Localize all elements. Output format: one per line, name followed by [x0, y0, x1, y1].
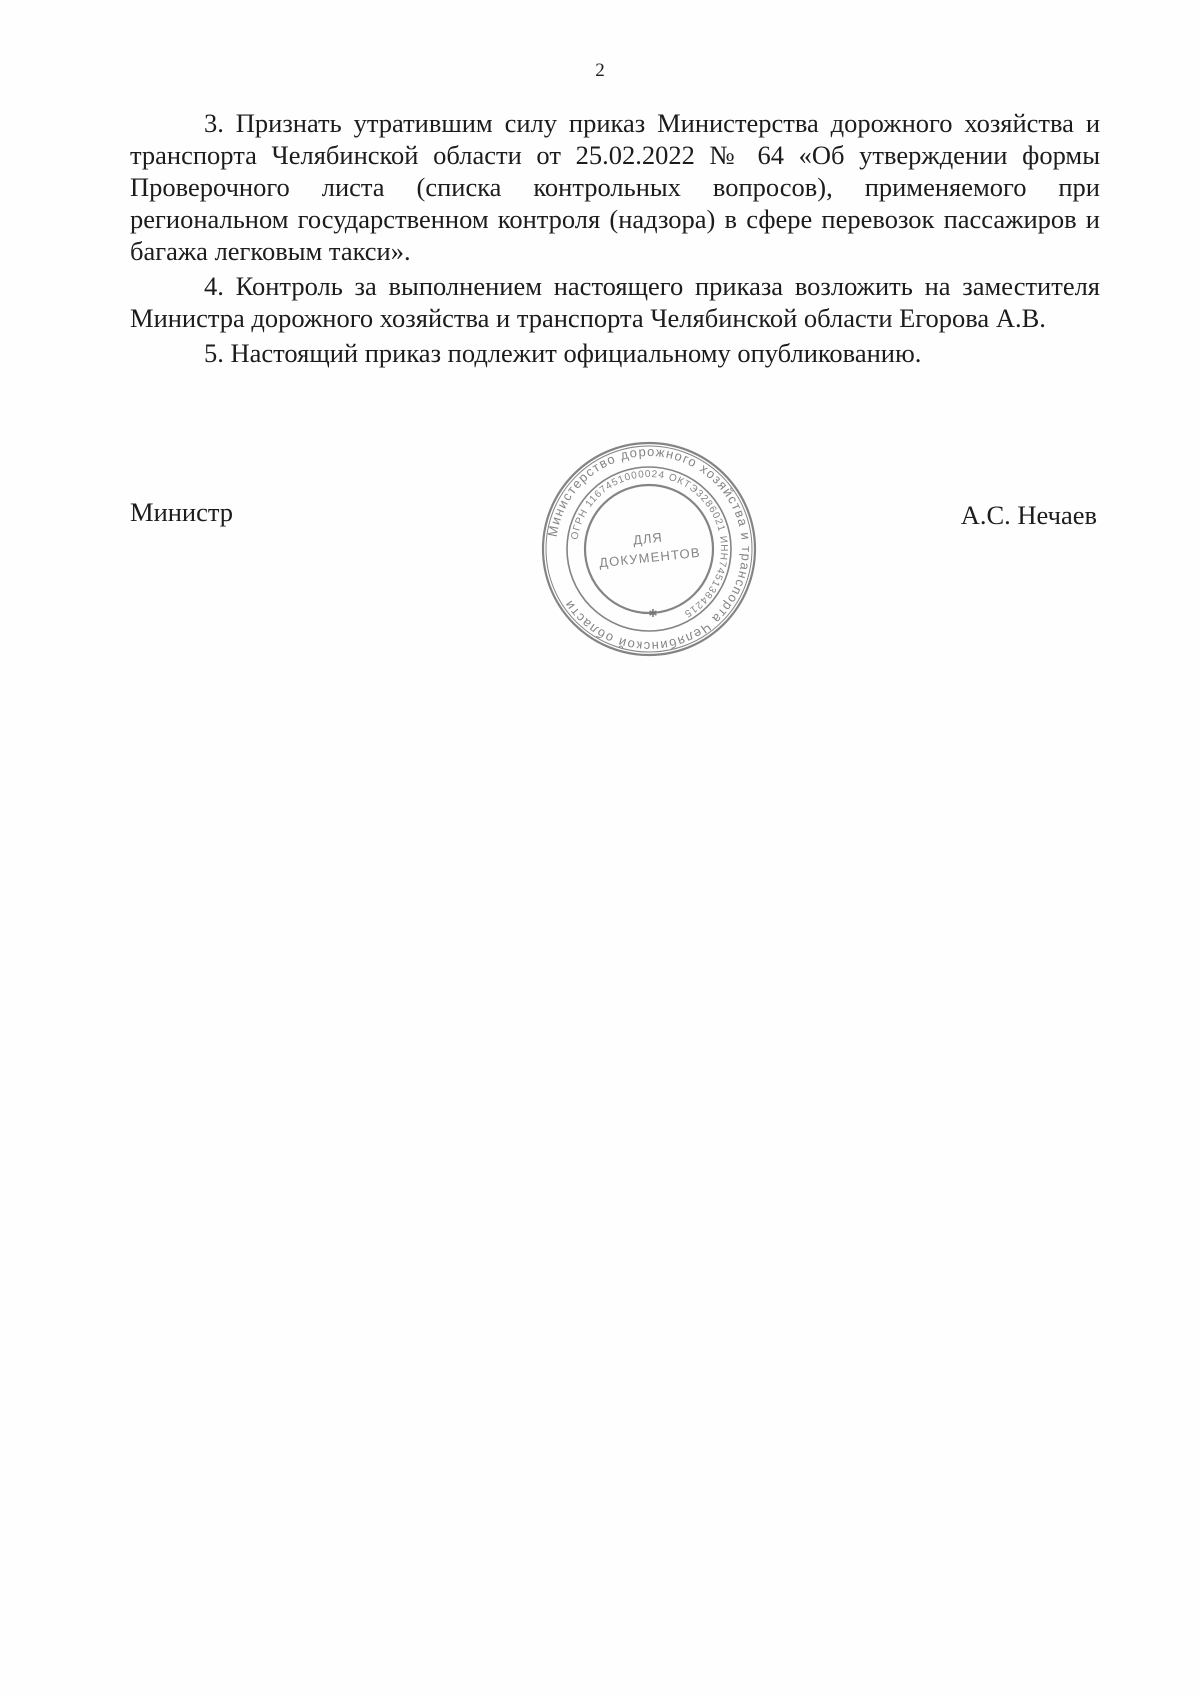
paragraph-4: 4. Контроль за выполнением настоящего приказа возложить на заместителя Министра дорожного хозяйства и транспорта Челябинской области Егорова А.В. — [130, 271, 1100, 333]
stamp-outer-text: Министерство дорожного хозяйства и транспорта Челябинской области — [544, 443, 755, 655]
paragraph-3: 3. Признать утратившим силу приказ Министерства дорожного хозяйства и транспорта Челябинской области от 25.02.2022 № 64 «Об утверждении формы Проверочного листа (списка контрольных вопросов), применяемого при региональном государственном контроля (надзора) в сфере перевозок пассажиров и багажа легковым такси». — [130, 108, 1100, 266]
stamp-center-line1: ДЛЯ — [632, 529, 664, 548]
stamp-center-line2: ДОКУМЕНТОВ — [598, 544, 702, 571]
signatory-title: Министр — [130, 497, 234, 527]
signatory-name: А.С. Нечаев — [960, 500, 1097, 530]
paragraph-5: 5. Настоящий приказ подлежит официальному опубликованию. — [204, 338, 922, 368]
official-stamp-icon — [541, 441, 757, 657]
stamp-star-icon: ✱ — [648, 607, 658, 620]
stamp-inner-text: ОГРН 1167451000024 ОКТЭ3286021 ИНН7451384215 — [569, 468, 730, 620]
document-body — [130, 107, 1100, 369]
page-number: 2 — [595, 60, 605, 81]
